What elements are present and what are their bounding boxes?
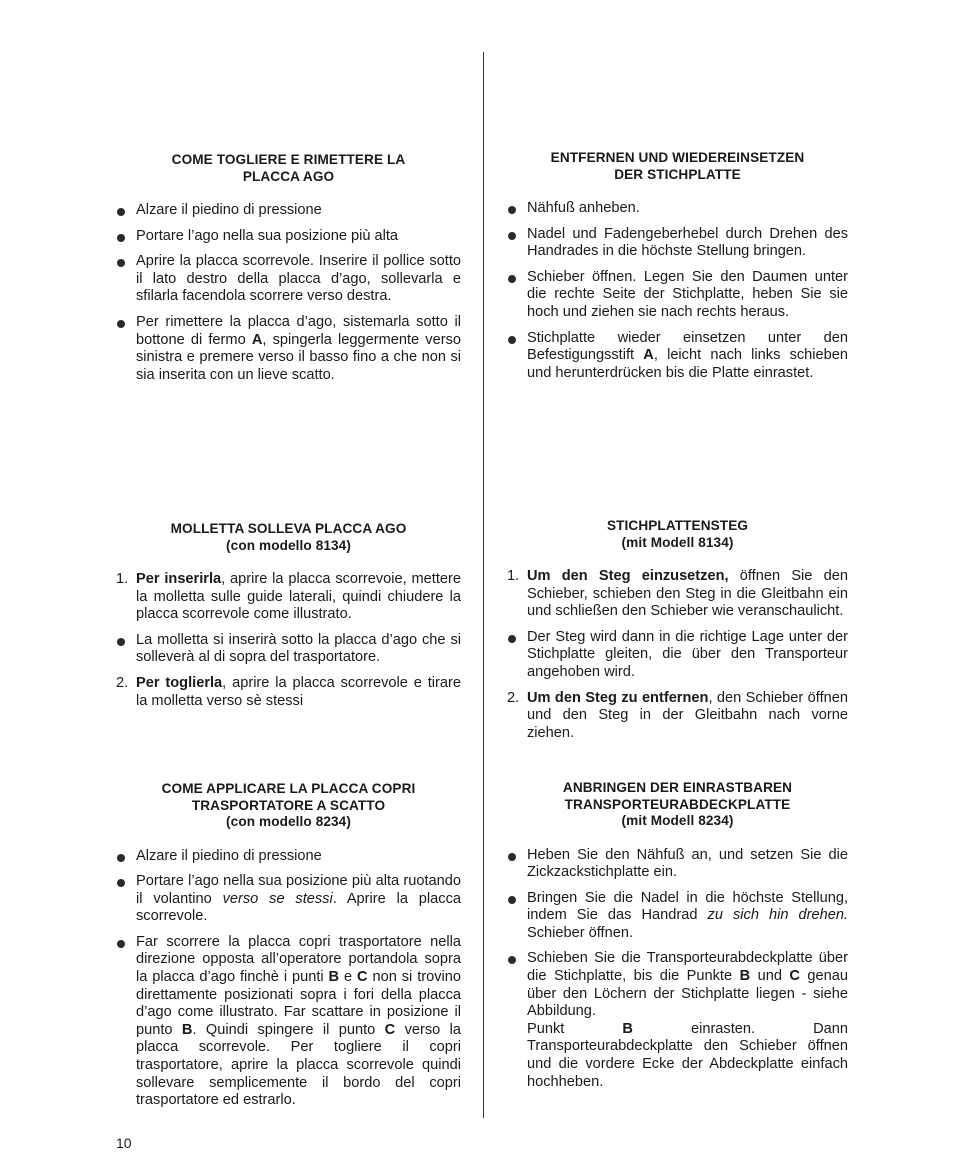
item-text: Alzare il piedino di pressione (136, 847, 322, 864)
item-text: genau über den Löchern der Stichplatte liegen - siehe Abbildung. (527, 968, 848, 1020)
item-text: Bringen Sie die Nadel in die höchste Stellung, indem Sie das Handrad (527, 889, 848, 924)
item-number: 2. (116, 674, 129, 691)
item-text: Portare l’ago nella sua posizione più alta (136, 227, 399, 244)
item-text: . Quindi spingere il punto (192, 1021, 385, 1038)
list-item (116, 253, 461, 306)
item-text-bold: B (181, 1021, 193, 1038)
heading-line: (mit Modell 8134) (621, 534, 734, 550)
list-item (507, 269, 848, 322)
list-item (507, 568, 848, 621)
heading-line: COME APPLICARE LA PLACCA COPRI (161, 781, 416, 796)
bullet-icon (508, 275, 516, 283)
heading-line: STICHPLATTENSTEG (606, 518, 749, 533)
bullet-icon (117, 259, 125, 267)
item-text: Per rimettere la placca d’ago, sistemarla sotto il bottone di fermo (136, 313, 461, 348)
item-number: 1. (507, 568, 520, 584)
item-text: Nähfuß anheben. (527, 200, 640, 216)
section-heading (116, 781, 461, 831)
list-item (507, 200, 848, 218)
item-text: La molletta si inserirà sotto la placca d’ago che si solleverà al di sopra del trasportatore. (136, 631, 461, 666)
item-text: Stichplatte wieder einsetzen unter den Befestigungsstift (527, 329, 848, 364)
item-text: non si trovino direttamente posizionati sopra i fori della placca d’ago come illustrato. Far scattare in posizione il punto (136, 969, 461, 1038)
bullet-icon (508, 336, 516, 344)
item-text: Heben Sie den Nähfuß an, und setzen Sie die Zickzackstichplatte ein. (527, 846, 848, 881)
list-item (116, 571, 461, 624)
item-text: , aprire la placca scorrevoie, mettere la molletta sulle guide laterali, quindi chiudere la placca scorrevole come illustrato. (136, 571, 461, 623)
heading-line: ENTFERNEN UND WIEDEREINSETZEN (550, 150, 805, 165)
item-text: Schieber öffnen. (527, 924, 634, 941)
bullet-icon (508, 956, 516, 964)
heading-line: (con modello 8134) (226, 537, 351, 553)
list-item (116, 848, 461, 866)
list-item (507, 690, 848, 743)
heading-line: COME TOGLIERE E RIMETTERE LA (171, 152, 406, 167)
heading-line: (mit Modell 8234) (621, 813, 734, 828)
item-text-bold: A (251, 331, 263, 348)
bullet-icon (117, 208, 125, 216)
item-text-bold: Per toglierla (136, 674, 223, 691)
item-text: Der Steg wird dann in die richtige Lage unter der Stichplatte gleiten, die über den Transporteur angehoben wird. (527, 628, 848, 680)
list-item (116, 873, 461, 926)
bullet-icon (508, 206, 516, 214)
section-remove-needle-plate-it (116, 152, 461, 392)
bullet-icon (117, 234, 125, 242)
page-number: 10 (116, 1135, 132, 1151)
section-heading (507, 150, 848, 183)
heading-line: TRASPORTATORE A SCATTO (191, 797, 386, 813)
list-item (116, 632, 461, 667)
item-text-bold: C (384, 1021, 396, 1038)
section-stichplattensteg-de (507, 518, 848, 750)
list-item (116, 934, 461, 1110)
heading-line: (con modello 8234) (226, 814, 351, 829)
item-text: . Aprire la placca scorrevole. (136, 890, 461, 925)
heading-line: TRANSPORTEURABDECKPLATTE (564, 796, 791, 812)
section-heading (507, 780, 848, 830)
list-item (507, 847, 848, 882)
item-text: Schieber öffnen. Legen Sie den Daumen unter die rechte Seite der Stichplatte, heben Sie sie hoch und ziehen sie nach rechts heraus. (527, 268, 848, 320)
list-item (116, 202, 461, 220)
section-cover-plate-it (116, 781, 461, 1118)
item-text-bold: Um den Steg einzusetzen, (527, 568, 729, 584)
bullet-icon (508, 853, 516, 861)
item-text-bold: C (789, 968, 800, 985)
item-text: e (339, 969, 358, 986)
item-text: Nadel und Fadengeberhebel durch Drehen des Handrades in die höchste Stellung bringen. (527, 225, 848, 260)
bullet-icon (117, 940, 125, 948)
heading-line: MOLLETTA SOLLEVA PLACCA AGO (170, 521, 407, 536)
bullet-icon (117, 638, 125, 646)
item-text-italic: zu sich hin drehen. (707, 907, 848, 924)
bullet-icon (508, 232, 516, 240)
item-text: Aprire la placca scorrevole. Inserire il pollice sotto il lato destro della placca d’ago, sollevarla e sfilarla facendola scorrere verso destra. (136, 253, 461, 305)
section-heading (116, 152, 461, 185)
list-item (507, 950, 848, 1091)
item-text-bold: Um den Steg zu entfernen (527, 689, 709, 706)
bullet-icon (117, 320, 125, 328)
list-item (507, 330, 848, 383)
item-text: Portare l’ago nella sua posizione più alta ruotando il volantino (136, 873, 461, 907)
section-spring-clip-it (116, 521, 461, 718)
column-divider (483, 52, 484, 1118)
list-item (507, 890, 848, 943)
item-text-italic: verso se stessi (222, 890, 333, 907)
bullet-icon (117, 854, 125, 862)
item-text: , aprire la placca scorrevole e tirare la molletta verso sè stessi (136, 674, 461, 709)
bullet-icon (508, 635, 516, 643)
item-text-bold: B (328, 969, 340, 986)
list-item (507, 629, 848, 682)
item-text: , leicht nach links schieben und herunterdrücken bis die Platte einrastet. (527, 347, 848, 381)
item-text-bold: B (622, 1020, 633, 1037)
item-text-bold: Per inserirla (136, 571, 222, 587)
heading-line: PLACCA AGO (242, 168, 335, 184)
list-item (507, 226, 848, 261)
bullet-icon (508, 896, 516, 904)
heading-line: DER STICHPLATTE (614, 166, 741, 182)
item-text: , den Schieber öffnen und den Steg in der Gleitbahn nach vorne ziehen. (527, 689, 848, 741)
item-number: 2. (507, 689, 520, 706)
item-text: Far scorrere la placca copri trasportatore nella direzione opposta all’operatore portandola sopra la placca d’ago finchè i punti (136, 933, 461, 986)
item-text: und (750, 968, 790, 985)
list-item (116, 314, 461, 384)
item-text: Schieben Sie die Transporteurabdeckplatte über die Stichplatte, bis die Punkte (527, 950, 848, 985)
heading-line: ANBRINGEN DER EINRASTBAREN (562, 780, 793, 795)
item-text: einrasten. Dann Transporteurabdeckplatte den Schieber öffnen und die vordere Ecke der Abdeckplatte einfach hochheben. (527, 1020, 848, 1090)
section-cover-plate-de (507, 780, 848, 1099)
item-text-bold: A (643, 347, 654, 364)
item-text: öffnen Sie den Schieber, schieben den Steg in die Gleitbahn ein und schließen den Schieber wie veranschaulicht. (527, 568, 848, 620)
list-item (116, 675, 461, 710)
item-text-bold: C (357, 969, 368, 986)
section-heading (116, 521, 461, 554)
list-item (116, 228, 461, 246)
item-text: , spingerla leggermente verso sinistra e premere verso il basso fino a che non si sia inserita con un lieve scatto. (136, 331, 461, 383)
section-heading (507, 518, 848, 551)
item-text: Alzare il piedino di pressione (136, 202, 322, 218)
item-text: verso la placca scorrevole. Per togliere il copri trasportatore, aprire la placca scorrevole quindi sollevare semplicemente il bordo del copri trasportatore ed estrarlo. (136, 1021, 462, 1109)
bullet-icon (117, 879, 125, 887)
item-text: Punkt (527, 1020, 623, 1037)
item-number: 1. (116, 571, 129, 587)
section-remove-needle-plate-de (507, 150, 848, 390)
item-text-bold: B (739, 968, 751, 985)
